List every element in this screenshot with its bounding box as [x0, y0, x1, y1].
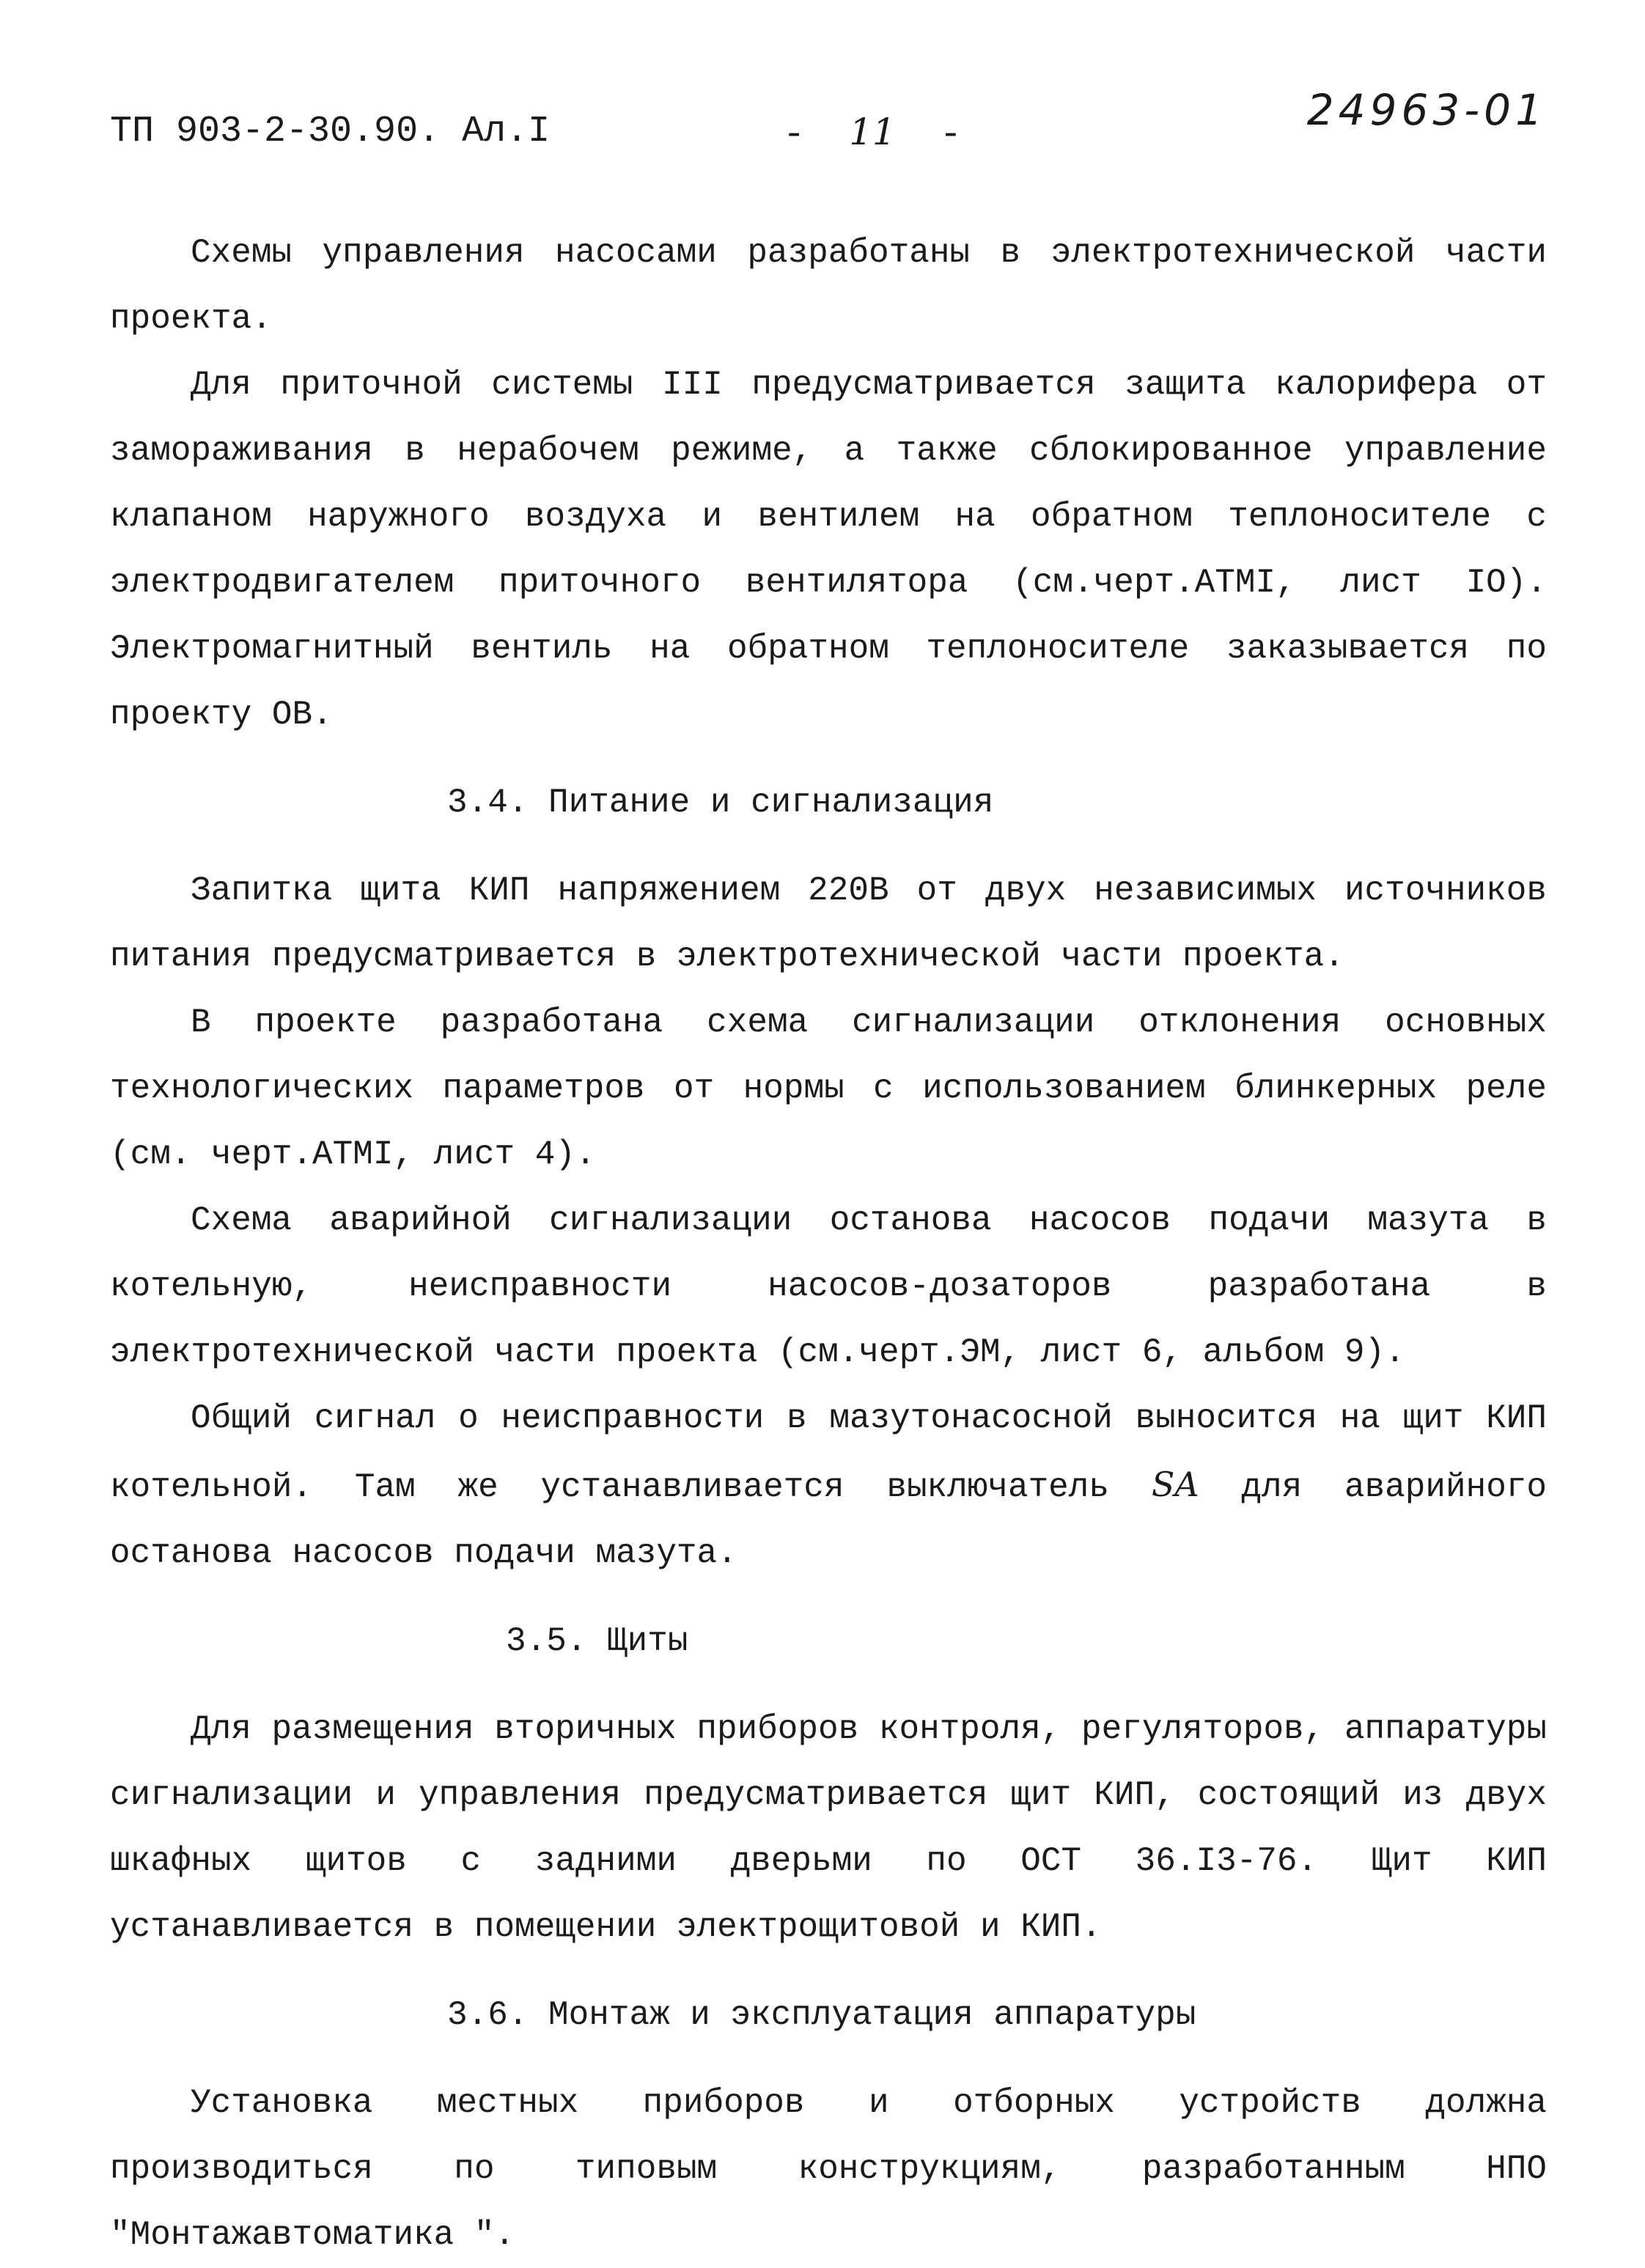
paragraph-emergency-signalling: Схема аварийной сигнализации останова насосов подачи мазута в котельную, неисправности насосов-дозаторов разработана в электротехнической части проекта (см.черт.ЭМ, лист 6, альбом 9).: [110, 1201, 1547, 1372]
page-number-value: 11: [849, 111, 896, 153]
paragraph-general-signal: [110, 1385, 1547, 1586]
switch-symbol: SA: [1151, 1465, 1199, 1504]
page-number: [718, 103, 1026, 165]
page-header: [110, 85, 1547, 161]
paragraph-signalling-scheme: В проекте разработана схема сигнализации отклонения основных технологических параметров от нормы с использованием блинкерных реле (см. черт.АТМI, лист 4).: [110, 1004, 1547, 1174]
page-number-dash-left: -: [783, 114, 806, 156]
archive-number: 24963-01: [1306, 85, 1547, 135]
page-number-dash-right: -: [939, 114, 962, 156]
section-heading-3-6: 3.6. Монтаж и эксплуатация аппаратуры: [447, 1996, 1196, 2034]
general-signal-text-end: для аварийного останова насосов подачи мазута.: [110, 1468, 1548, 1572]
paragraph-installation: Установка местных приборов и отборных устройств должна производиться по типовым конструкциям, разработанным НПО "Монтажавтоматика ".: [110, 2084, 1547, 2254]
general-signal-text-start: Общий сигнал о неисправности в мазутонасосной выносится на щит КИП котельной. Там же устанавливается выключатель: [110, 1399, 1547, 1506]
paragraph-pump-control: Схемы управления насосами разработаны в электротехнической части проекта.: [110, 234, 1547, 338]
paragraph-supply-system: Для приточной системы III предусматривается защита калорифера от замораживания в нерабочем режиме, а также сблокированное управление клапаном наружного воздуха и вентилем на обратном теплоносителе с электродвигателем приточного вентилятора (см.черт.АТМI, лист IO). Электромагнитный вентиль на обратном теплоносителе заказывается по проекту ОВ.: [110, 366, 1547, 734]
section-heading-3-5: 3.5. Щиты: [506, 1622, 688, 1660]
document-code: ТП 903-2-30.90. Ал.I: [110, 111, 551, 152]
paragraph-power-supply: Запитка щита КИП напряжением 220В от двух независимых источников питания предусматривается в электротехнической части проекта.: [110, 872, 1547, 976]
paragraph-control-panel: Для размещения вторичных приборов контроля, регуляторов, аппаратуры сигнализации и управления предусматривается щит КИП, состоящий из двух шкафных щитов с задними дверьми по ОСТ 36.I3-76. Щит КИП устанавливается в помещении электрощитовой и КИП.: [110, 1710, 1547, 1946]
document-body: [110, 220, 1547, 2268]
section-heading-3-4: 3.4. Питание и сигнализация: [447, 784, 994, 822]
